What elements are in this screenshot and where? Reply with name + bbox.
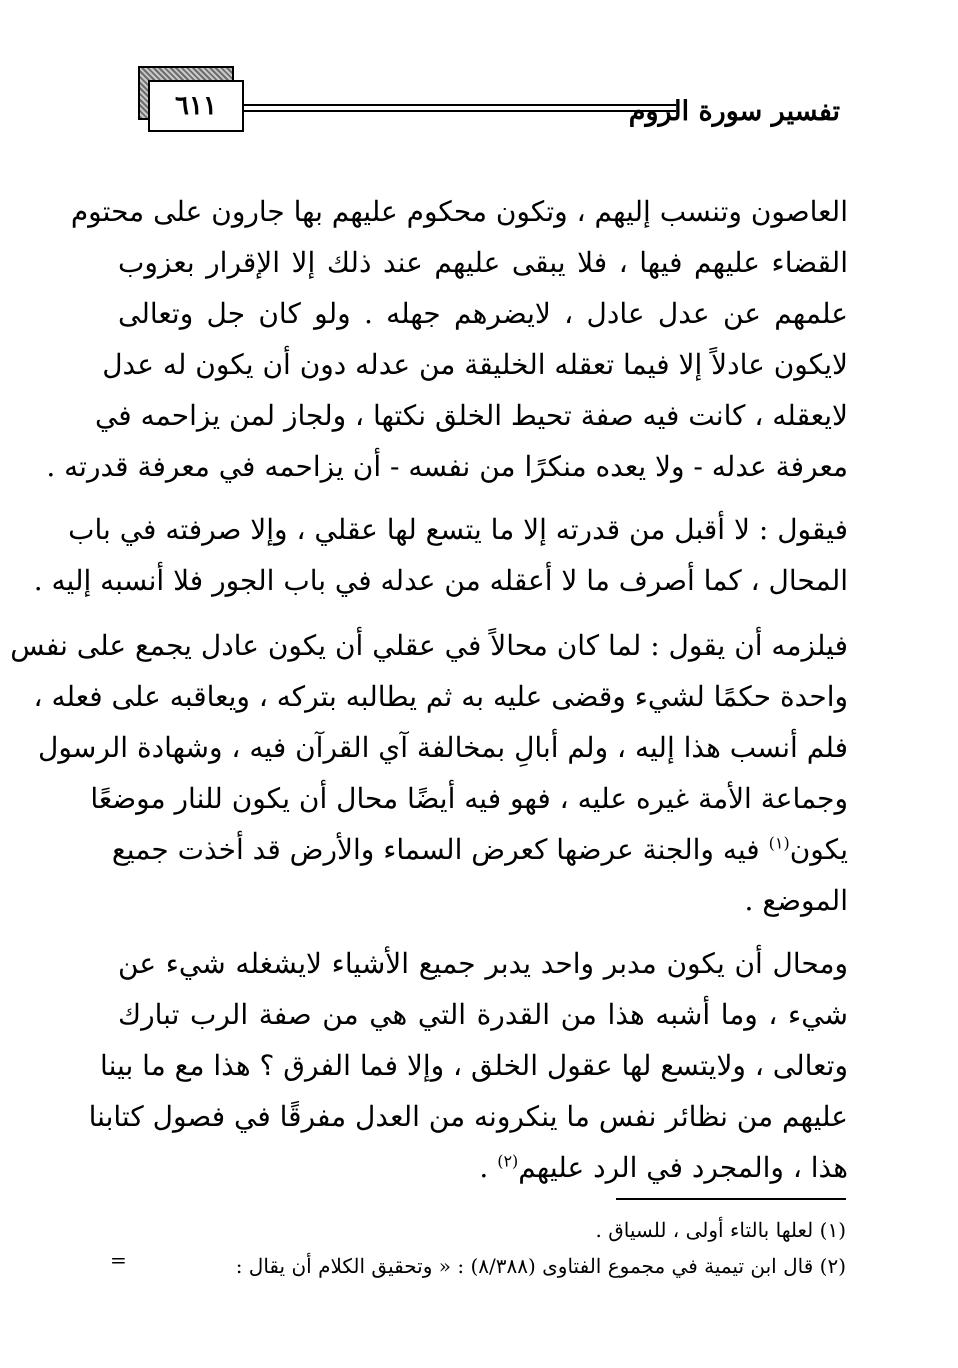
footnote-2: (٢) قال ابن تيمية في مجموع الفتاوى (٨/٣٨٨) : « وتحقيق الكلام أن يقال :: [235, 1254, 846, 1278]
text-line: علمهم عن عدل عادل ، لايضرهم جهله . ولو كان جل وتعالى: [118, 297, 848, 330]
paragraph-2: [33, 504, 848, 606]
footnote-1: (١) لعلها بالتاء أولى ، للسياق .: [595, 1218, 846, 1242]
paragraph-1: [46, 186, 848, 492]
text-line: فيلزمه أن يقول : لما كان محالاً في عقلي أن يكون عادل يجمع على نفس: [10, 629, 848, 662]
text-segment: .: [479, 1151, 489, 1184]
footnotes: [106, 1212, 846, 1284]
text-segment: هذا ، والمجرد في الرد عليهم: [518, 1151, 848, 1184]
text-line: فلم أنسب هذا إليه ، ولم أبالِ بمخالفة آي القرآن فيه ، وشهادة الرسول: [38, 731, 848, 764]
footnote-ref-2: (٢): [497, 1151, 519, 1171]
text-line: عليهم من نظائر نفس ما ينكرونه من العدل مفرقًا في فصول كتابنا: [88, 1100, 848, 1133]
text-line: [118, 1142, 848, 1193]
page-number: ٦١١: [148, 80, 244, 132]
text-line: لايعقله ، كانت فيه صفة تحيط الخلق نكتها ، ولجاز لمن يزاحمه في: [94, 399, 848, 432]
text-line: الموضع .: [744, 884, 848, 917]
text-line: لايكون عادلاً إلا فيما تعقله الخليقة من عدله دون أن يكون له عدل: [102, 348, 848, 381]
text-line: وجماعة الأمة غيره عليه ، فهو فيه أيضًا محال أن يكون للنار موضعًا: [90, 782, 848, 815]
header-rule: [244, 104, 676, 114]
text-segment: فيه والجنة عرضها كعرض السماء والأرض قد أخذت جميع: [111, 833, 760, 866]
paragraph-4: [88, 938, 848, 1193]
text-line: ومحال أن يكون مدبر واحد يدبر جميع الأشياء لايشغله شيء عن: [118, 947, 848, 980]
text-line: واحدة حكمًا لشيء وقضى عليه به ثم يطالبه بتركه ، ويعاقبه على فعله ،: [33, 680, 848, 713]
text-segment: يكون: [789, 833, 848, 866]
footnote-ref-1: (١): [768, 833, 790, 853]
running-title: تفسير سورة الروم: [628, 96, 840, 127]
footnote-separator: [616, 1198, 846, 1200]
text-line: شيء ، وما أشبه هذا من القدرة التي هي من صفة الرب تبارك: [118, 998, 848, 1031]
text-line: العاصون وتنسب إليهم ، وتكون محكوم عليهم بها جارون على محتوم: [70, 195, 848, 228]
text-line: وتعالى ، ولايتسع لها عقول الخلق ، وإلا فما الفرق ؟ هذا مع ما بينا: [100, 1049, 848, 1082]
text-line: فيقول : لا أقبل من قدرته إلا ما يتسع لها عقلي ، وإلا صرفته في باب: [68, 513, 848, 546]
text-line: [111, 824, 848, 875]
text-line: المحال ، كما أصرف ما لا أعقله من عدله في باب الجور فلا أنسبه إليه .: [33, 564, 848, 597]
text-line: القضاء عليهم فيها ، فلا يبقى عليهم عند ذلك إلا الإقرار بعزوب: [118, 246, 848, 279]
paragraph-3: [10, 620, 848, 926]
text-line: معرفة عدله - ولا يعده منكرًا من نفسه - أن يزاحمه في معرفة قدرته .: [46, 450, 848, 483]
continuation-mark: =: [110, 1248, 127, 1272]
